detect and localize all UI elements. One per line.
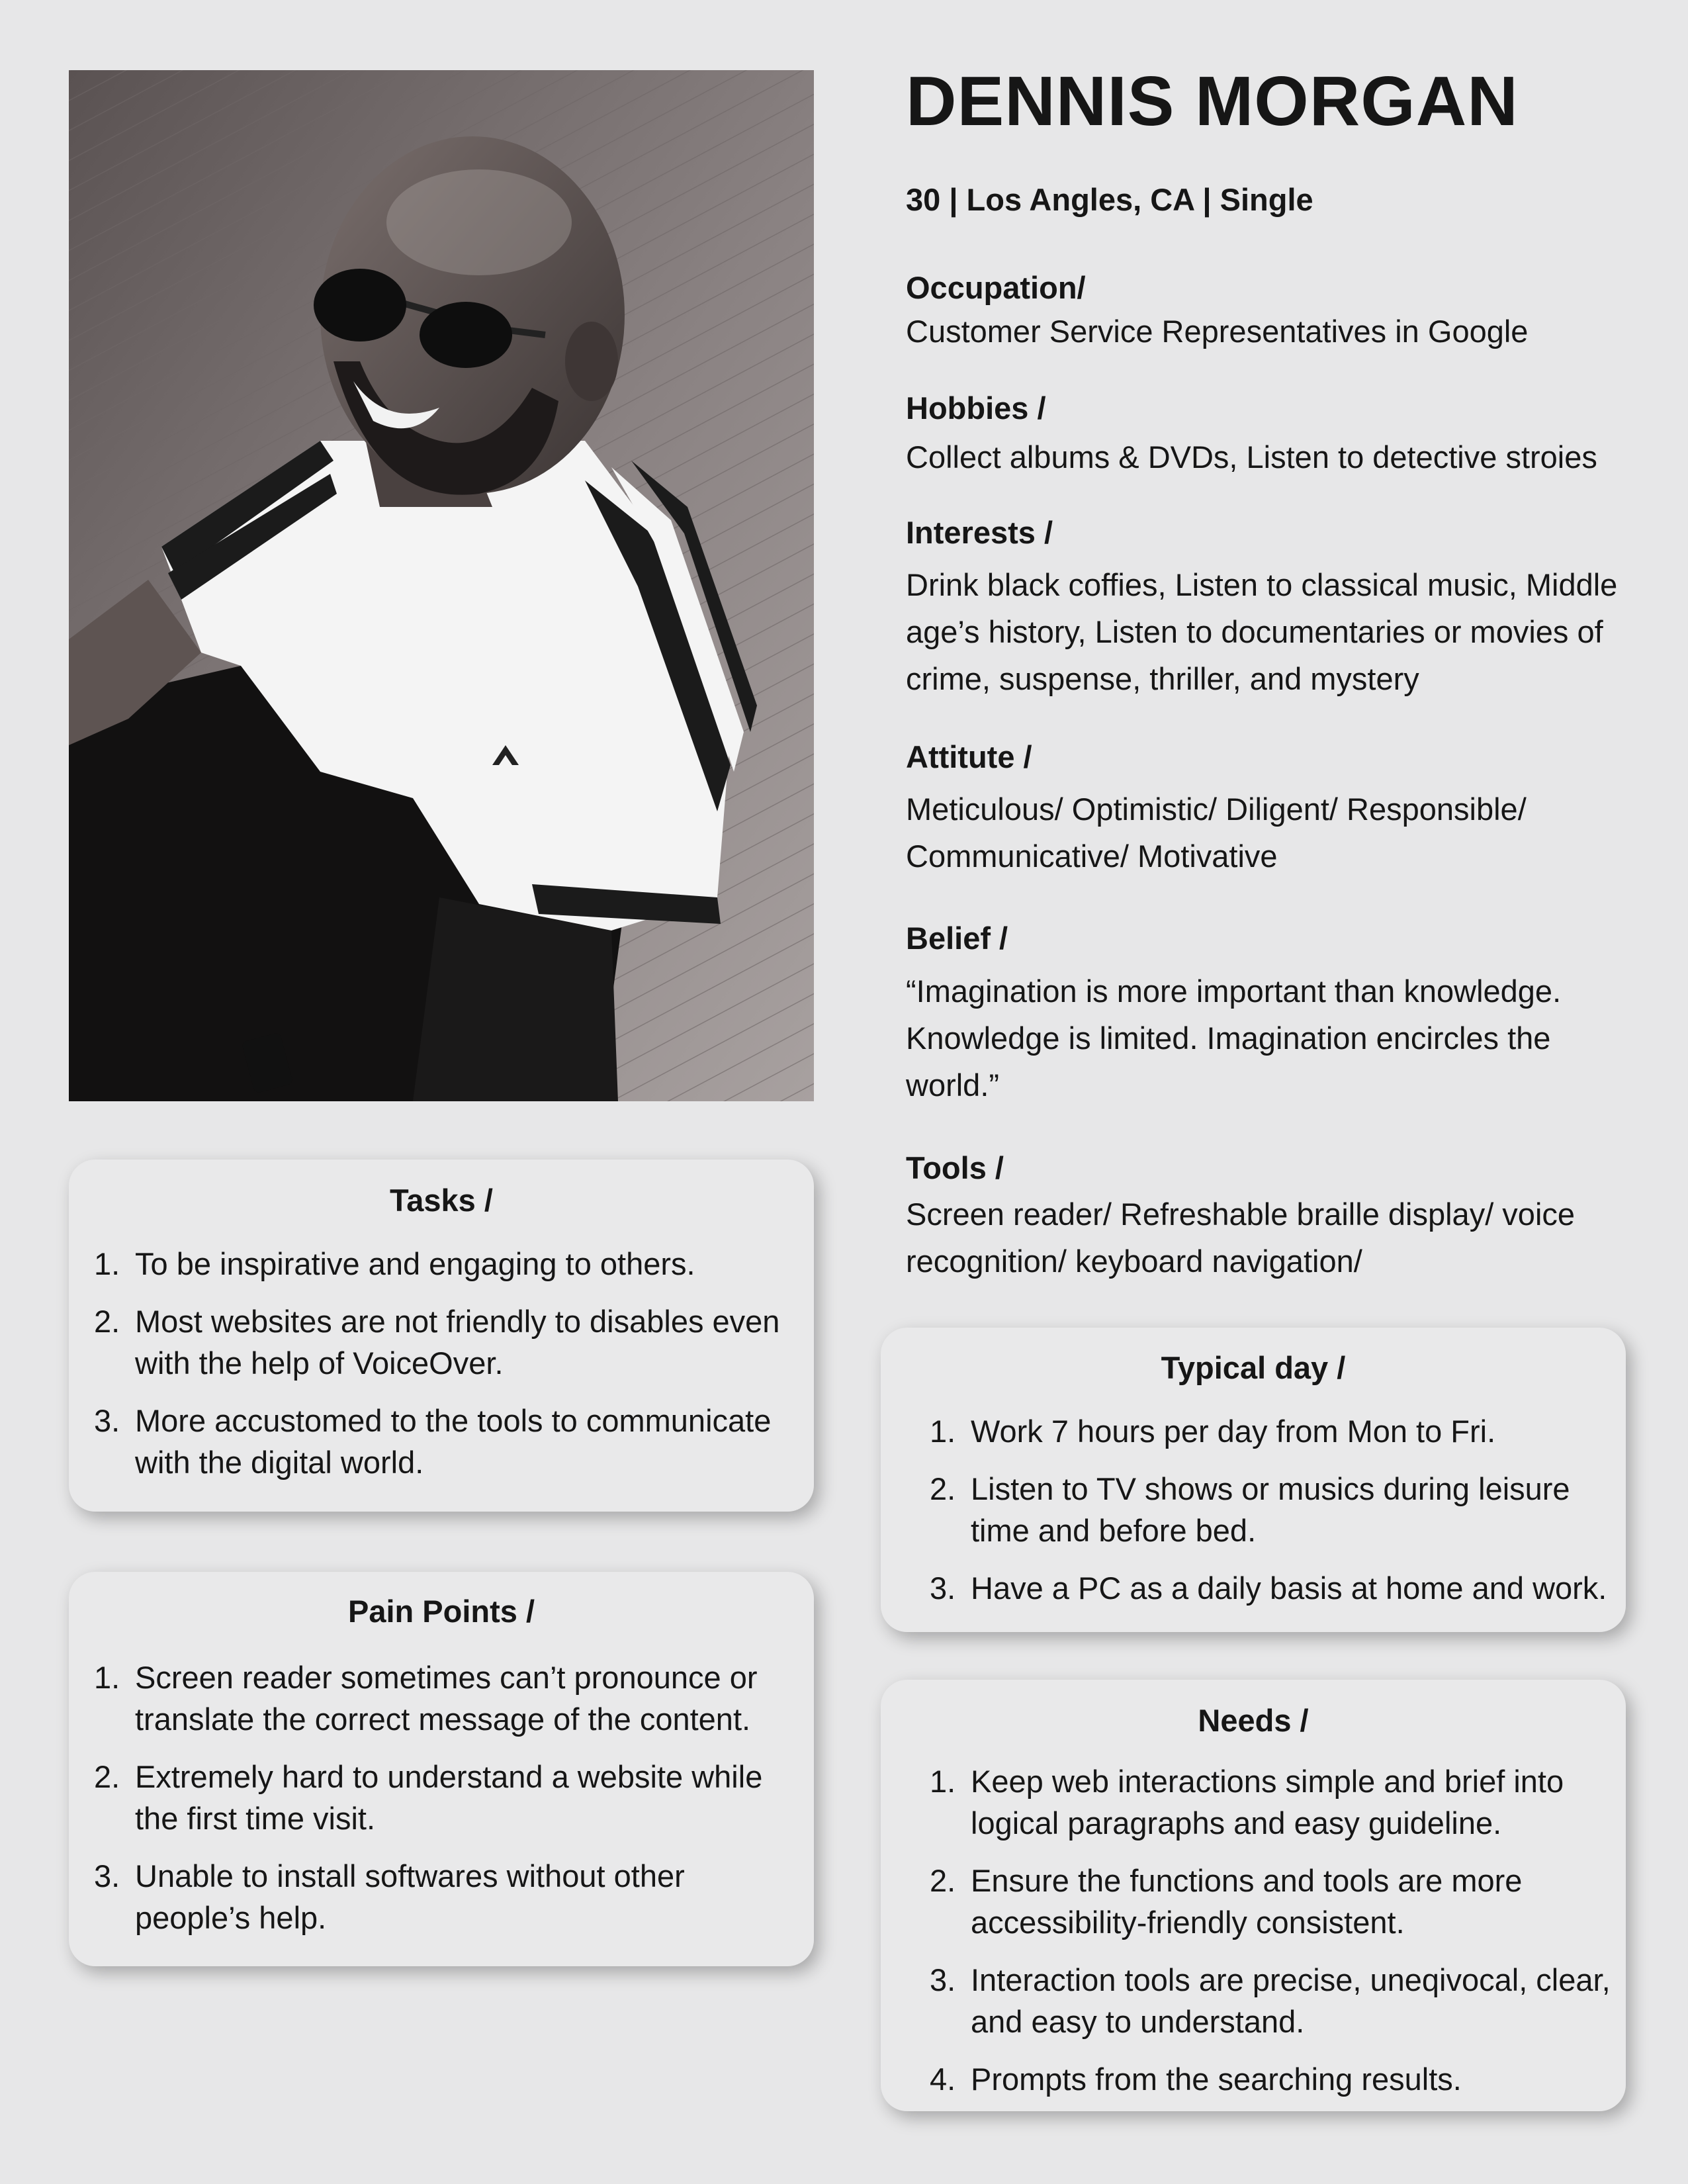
list-item-text: Work 7 hours per day from Mon to Fri. [971, 1414, 1496, 1449]
interests-text: Drink black coffies, Listen to classical music, Middle age’s history, Listen to documentaries or movies of crime, suspense, thriller, and mystery [906, 567, 1618, 696]
needs-card [881, 1680, 1626, 2111]
attitude-text: Meticulous/ Optimistic/ Diligent/ Responsible/ Communicative/ Motivative [906, 792, 1527, 874]
list-item-number: 3. [930, 1570, 956, 1606]
list-item-text: Unable to install softwares without other people’s help. [135, 1858, 685, 1935]
typical-day-card [881, 1328, 1626, 1632]
tools-label: Tools / [906, 1150, 1004, 1185]
hobbies-label: Hobbies / [906, 390, 1046, 426]
persona-name: DENNIS MORGAN [906, 62, 1519, 140]
pain-points-list [94, 1657, 802, 1954]
attitude-label: Attitute / [906, 739, 1032, 774]
belief-text: “Imagination is more important than knowledge. Knowledge is limited. Imagination encircles the world.” [906, 974, 1562, 1103]
pain-points-card [69, 1572, 814, 1966]
list-item [94, 1400, 809, 1483]
list-item-number: 1. [930, 1764, 956, 1799]
list-item-text: Have a PC as a daily basis at home and work. [971, 1570, 1607, 1606]
needs-list [930, 1760, 1618, 2116]
list-item [930, 2058, 1618, 2100]
list-item [94, 1657, 802, 1740]
tools-text: Screen reader/ Refreshable braille display/ voice recognition/ keyboard navigation/ [906, 1197, 1576, 1279]
needs-title: Needs / [1198, 1703, 1309, 1738]
list-item-number: 1. [930, 1414, 956, 1449]
typical-day-title: Typical day / [1161, 1350, 1346, 1385]
list-item-number: 2. [930, 1471, 956, 1506]
list-item-text: Screen reader sometimes can’t pronounce or translate the correct message of the content. [135, 1660, 758, 1737]
list-item [930, 1468, 1618, 1551]
tasks-card [69, 1160, 814, 1512]
typical-day-list [930, 1410, 1618, 1625]
portrait-photo [69, 70, 814, 1101]
list-item [94, 1855, 802, 1938]
list-item [94, 1243, 809, 1285]
hobbies-text: Collect albums & DVDs, Listen to detective stroies [906, 439, 1597, 475]
list-item-text: Keep web interactions simple and brief into logical paragraphs and easy guideline. [971, 1764, 1564, 1841]
list-item [94, 1300, 809, 1384]
list-item-number: 2. [94, 1304, 120, 1339]
list-item-number: 4. [930, 2062, 956, 2097]
list-item-number: 1. [94, 1246, 120, 1281]
list-item [930, 1567, 1618, 1609]
list-item [94, 1756, 802, 1839]
list-item-text: Extremely hard to understand a website while the first time visit. [135, 1759, 763, 1836]
list-item-text: More accustomed to the tools to communicate with the digital world. [135, 1403, 772, 1480]
list-item-number: 2. [930, 1863, 956, 1898]
portrait-illustration [69, 70, 814, 1101]
list-item [930, 1760, 1618, 1844]
list-item-number: 3. [94, 1858, 120, 1893]
interests-label: Interests / [906, 515, 1053, 550]
list-item-text: To be inspirative and engaging to others. [135, 1246, 695, 1281]
list-item-text: Ensure the functions and tools are more accessibility-friendly consistent. [971, 1863, 1523, 1940]
occupation-label: Occupation/ [906, 270, 1086, 305]
list-item-text: Interaction tools are precise, uneqivocal, clear, and easy to understand. [971, 1962, 1611, 2039]
list-item-number: 3. [94, 1403, 120, 1438]
belief-label: Belief / [906, 921, 1008, 956]
persona-demographics: 30 | Los Angles, CA | Single [906, 182, 1313, 217]
list-item-text: Prompts from the searching results. [971, 2062, 1462, 2097]
pain-points-title: Pain Points / [347, 1594, 535, 1629]
list-item-text: Most websites are not friendly to disables even with the help of VoiceOver. [135, 1304, 780, 1381]
list-item [930, 1959, 1618, 2042]
list-item-number: 3. [930, 1962, 956, 1997]
list-item-number: 1. [94, 1660, 120, 1695]
list-item-number: 2. [94, 1759, 120, 1794]
occupation-text: Customer Service Representatives in Google [906, 314, 1529, 349]
list-item [930, 1410, 1618, 1452]
tasks-title: Tasks / [390, 1183, 493, 1218]
tasks-list [94, 1243, 809, 1499]
list-item [930, 1860, 1618, 1943]
list-item-text: Listen to TV shows or musics during leisure time and before bed. [971, 1471, 1570, 1548]
